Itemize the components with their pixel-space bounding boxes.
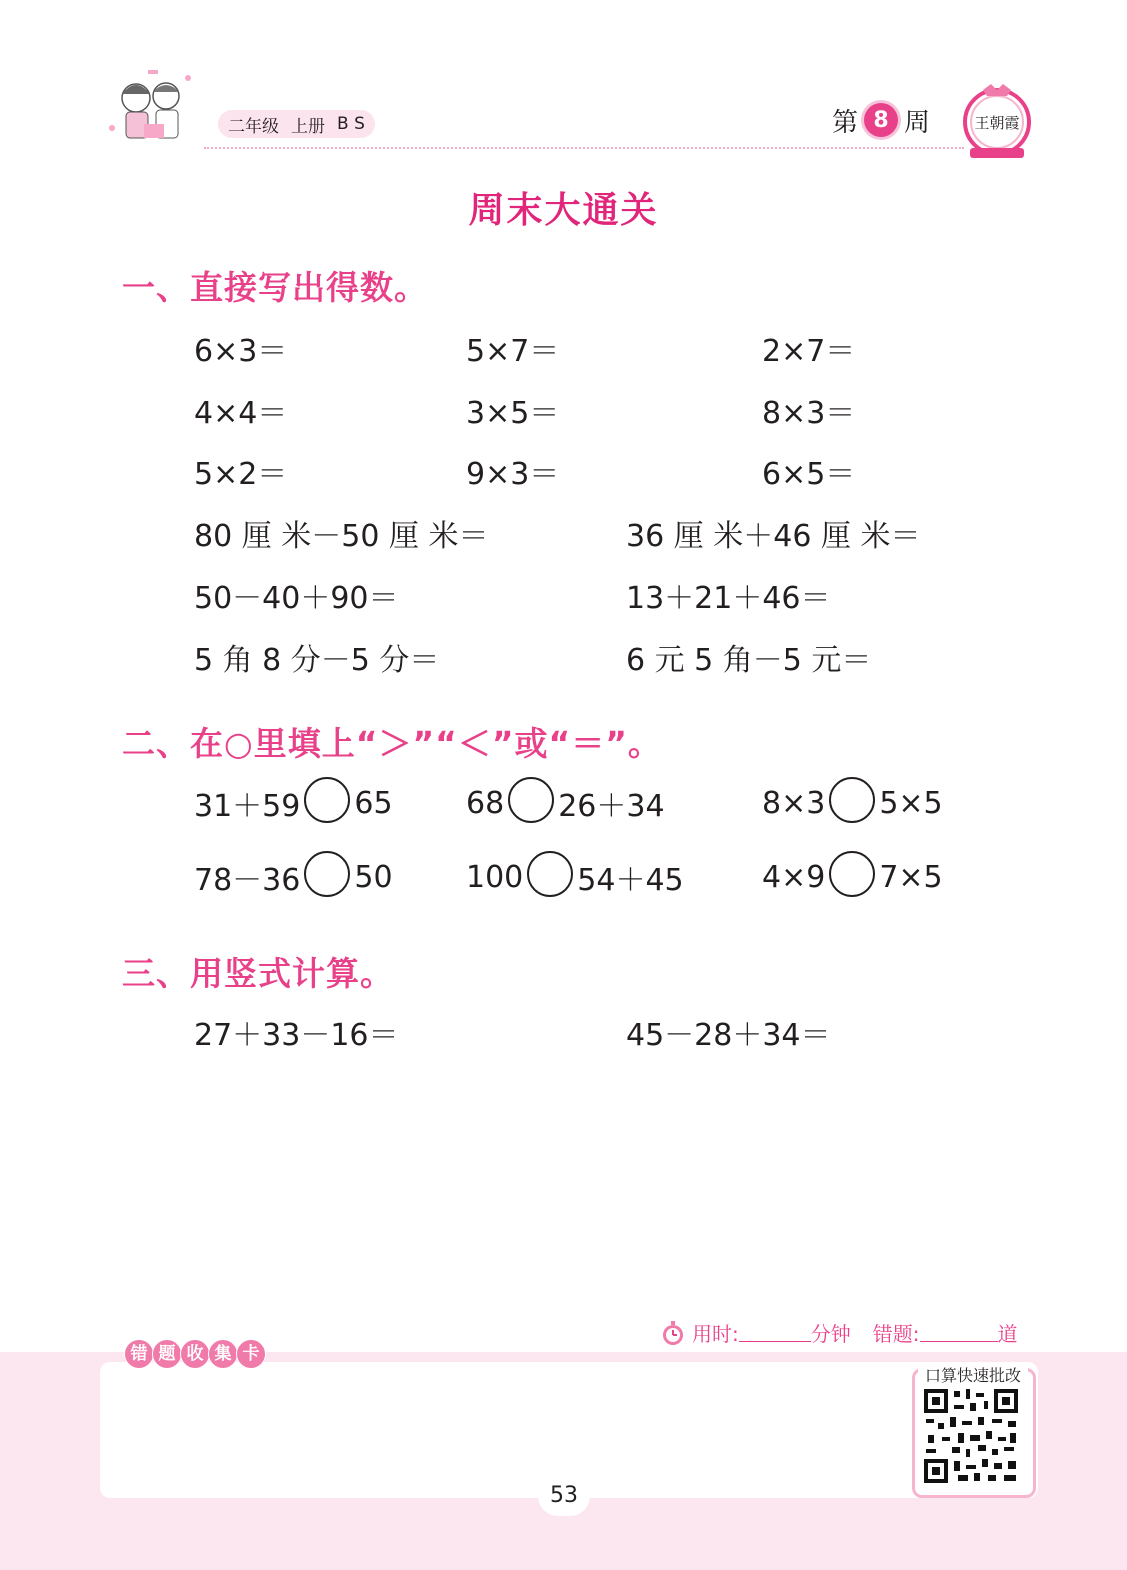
week-indicator [832, 98, 930, 142]
week-number-badge: 8 [864, 103, 898, 137]
comparison-left: 8×3 [762, 785, 826, 821]
comparison-right: 5×5 [879, 785, 943, 821]
card-tag-char: 错 [124, 1339, 154, 1369]
page-number: 53 [538, 1476, 590, 1516]
kids-illustration [104, 68, 204, 156]
comparison-right: 50 [354, 859, 393, 895]
errors-label: 错题: [872, 1322, 920, 1346]
comparison-left: 100 [466, 859, 524, 895]
comparison-left: 68 [466, 785, 505, 821]
answer-circle[interactable] [304, 851, 350, 897]
errors-unit: 道 [997, 1322, 1018, 1346]
problem: 9×3＝ [466, 457, 560, 492]
comparison-right: 54＋45 [577, 863, 684, 898]
card-tag-char: 集 [208, 1339, 238, 1369]
problem: 5×2＝ [194, 457, 288, 492]
grade-label: 二年级 [228, 116, 279, 137]
comparison-item [194, 854, 393, 900]
time-blank[interactable] [739, 1323, 811, 1342]
problem: 5 角 8 分－5 分＝ [194, 643, 440, 678]
mistake-card-tag [124, 1339, 264, 1369]
section-1-heading: 一、直接写出得数。 [122, 268, 428, 307]
comparison-item [194, 780, 393, 826]
comparison-right: 65 [354, 785, 393, 821]
problem: 36 厘 米＋46 厘 米＝ [626, 519, 921, 554]
card-tag-char: 收 [180, 1339, 210, 1369]
card-tag-char: 题 [152, 1339, 182, 1369]
problem: 2×7＝ [762, 334, 856, 369]
comparison-right: 26＋34 [558, 789, 665, 824]
section-3-heading: 三、用竖式计算。 [122, 954, 394, 993]
answer-circle[interactable] [527, 851, 573, 897]
errors-blank[interactable] [920, 1323, 998, 1342]
comparison-left: 4×9 [762, 859, 826, 895]
problem: 6×3＝ [194, 334, 288, 369]
qr-caption: 口算快速批改 [918, 1363, 1028, 1386]
header-divider [204, 147, 964, 149]
card-tag-char: 卡 [236, 1339, 266, 1369]
edition-label: B S [337, 114, 365, 134]
brand-seal-logo [958, 80, 1036, 162]
comparison-item [466, 854, 684, 900]
problem: 27＋33－16＝ [194, 1018, 399, 1053]
section-2-heading: 二、在○里填上“＞”“＜”或“＝”。 [122, 724, 662, 763]
answer-circle[interactable] [304, 777, 350, 823]
problem: 6 元 5 角－5 元＝ [626, 643, 872, 678]
problem: 4×4＝ [194, 396, 288, 431]
answer-circle[interactable] [508, 777, 554, 823]
time-label: 用时: [692, 1322, 739, 1346]
problem: 45－28＋34＝ [626, 1018, 831, 1053]
problem: 6×5＝ [762, 457, 856, 492]
comparison-left: 31＋59 [194, 789, 301, 824]
svg-text:王朝霞: 王朝霞 [974, 114, 1020, 132]
problem: 5×7＝ [466, 334, 560, 369]
grade-pill [218, 110, 375, 138]
comparison-item [762, 780, 943, 826]
comparison-left: 78－36 [194, 863, 301, 898]
week-prefix: 第 [832, 107, 859, 138]
problem: 8×3＝ [762, 396, 856, 431]
stopwatch-icon [660, 1320, 686, 1346]
comparison-item [466, 780, 665, 826]
problem: 80 厘 米－50 厘 米＝ [194, 519, 489, 554]
volume-label: 上册 [291, 116, 325, 137]
week-suffix: 周 [904, 107, 931, 138]
time-unit: 分钟 [810, 1322, 851, 1346]
problem: 50－40＋90＝ [194, 581, 399, 616]
answer-circle[interactable] [829, 851, 875, 897]
time-and-errors [660, 1318, 1018, 1347]
comparison-item [762, 854, 943, 900]
problem: 13＋21＋46＝ [626, 581, 831, 616]
comparison-right: 7×5 [879, 859, 943, 895]
page-title: 周末大通关 [468, 190, 659, 231]
qr-code-icon[interactable] [922, 1387, 1020, 1485]
answer-circle[interactable] [829, 777, 875, 823]
problem: 3×5＝ [466, 396, 560, 431]
